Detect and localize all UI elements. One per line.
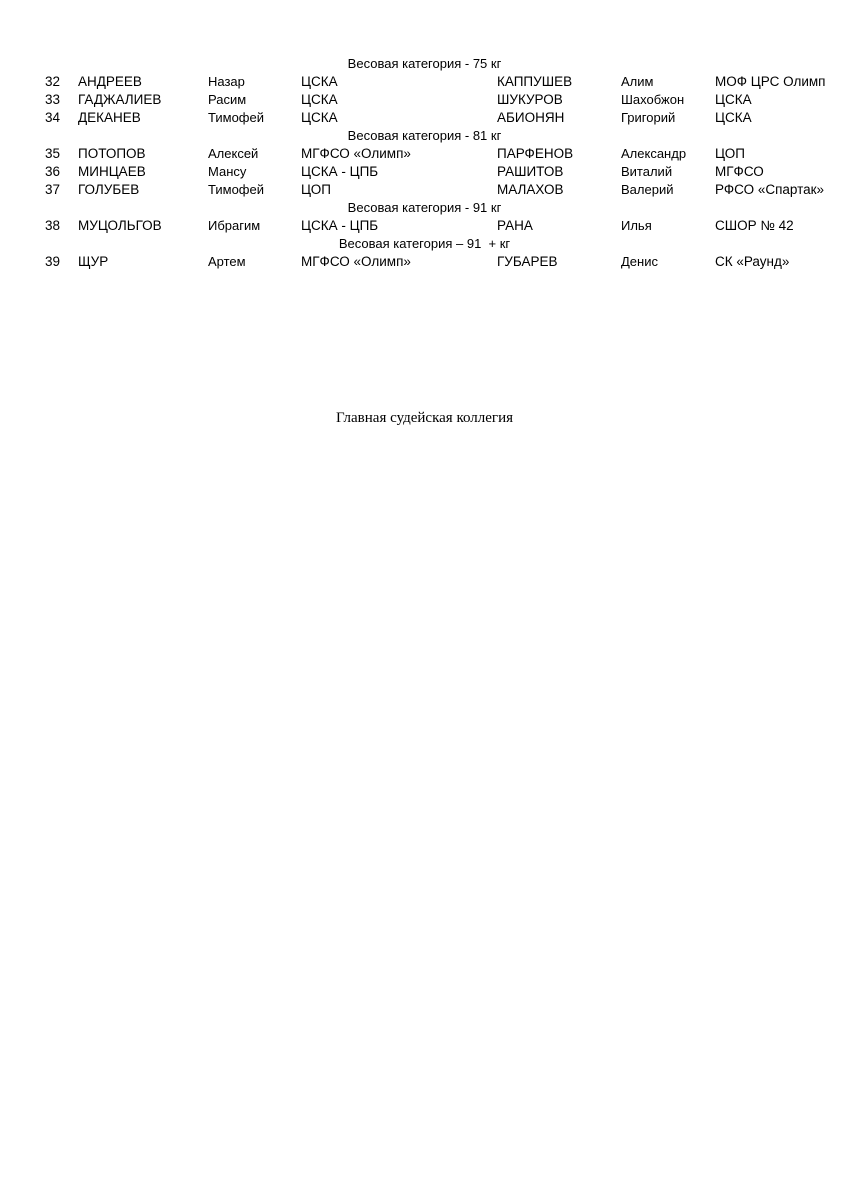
red-corner-surname: ГОЛУБЕВ <box>78 182 140 197</box>
weight-category-header: Весовая категория - 81 кг <box>347 128 502 143</box>
bout-row <box>0 73 849 91</box>
red-corner-club: ЦОП <box>301 182 331 197</box>
bout-row <box>0 145 849 163</box>
bout-number: 33 <box>45 92 61 107</box>
blue-corner-name: Александр <box>621 146 687 161</box>
bout-list <box>0 55 849 271</box>
red-corner-surname: АНДРЕЕВ <box>78 74 142 89</box>
red-corner-surname: МУЦОЛЬГОВ <box>78 218 162 233</box>
red-corner-club: ЦСКА - ЦПБ <box>301 164 379 179</box>
bout-number: 35 <box>45 146 61 161</box>
bout-row <box>0 109 849 127</box>
red-corner-name: Артем <box>208 254 246 269</box>
red-corner-name: Тимофей <box>208 182 264 197</box>
red-corner-name: Тимофей <box>208 110 264 125</box>
bout-number: 37 <box>45 182 61 197</box>
red-corner-name: Назар <box>208 74 245 89</box>
blue-corner-name: Шахобжон <box>621 92 685 107</box>
blue-corner-club: РФСО «Спартак» <box>715 182 825 197</box>
red-corner-name: Расим <box>208 92 247 107</box>
blue-corner-surname: РАНА <box>497 218 533 233</box>
red-corner-club: МГФСО «Олимп» <box>301 146 411 161</box>
chief-judges-panel-caption: Главная судейская коллегия <box>336 410 513 426</box>
red-corner-surname: МИНЦАЕВ <box>78 164 146 179</box>
red-corner-surname: ГАДЖАЛИЕВ <box>78 92 162 107</box>
red-corner-club: ЦСКА <box>301 110 338 125</box>
blue-corner-name: Илья <box>621 218 652 233</box>
blue-corner-name: Григорий <box>621 110 676 125</box>
blue-corner-name: Валерий <box>621 182 674 197</box>
blue-corner-surname: МАЛАХОВ <box>497 182 564 197</box>
blue-corner-club: МОФ ЦРС Олимп <box>715 74 826 89</box>
weight-category-header: Весовая категория - 75 кг <box>347 56 502 71</box>
red-corner-club: ЦСКА <box>301 74 338 89</box>
blue-corner-club: МГФСО <box>715 164 764 179</box>
weight-category-header: Весовая категория – 91 + кг <box>338 236 511 251</box>
weight-category-header: Весовая категория - 91 кг <box>347 200 502 215</box>
blue-corner-surname: ШУКУРОВ <box>497 92 563 107</box>
red-corner-surname: ДЕКАНЕВ <box>78 110 141 125</box>
blue-corner-name: Алим <box>621 74 654 89</box>
red-corner-name: Ибрагим <box>208 218 261 233</box>
blue-corner-surname: ПАРФЕНОВ <box>497 146 574 161</box>
blue-corner-name: Денис <box>621 254 658 269</box>
blue-corner-club: ЦОП <box>715 146 745 161</box>
blue-corner-surname: КАППУШЕВ <box>497 74 573 89</box>
blue-corner-name: Виталий <box>621 164 673 179</box>
red-corner-name: Алексей <box>208 146 259 161</box>
blue-corner-club: ЦСКА <box>715 92 752 107</box>
bout-number: 36 <box>45 164 61 179</box>
red-corner-club: ЦСКА <box>301 92 338 107</box>
red-corner-surname: ПОТОПОВ <box>78 146 146 161</box>
blue-corner-surname: РАШИТОВ <box>497 164 564 179</box>
blue-corner-surname: АБИОНЯН <box>497 110 565 125</box>
blue-corner-club: СШОР № 42 <box>715 218 794 233</box>
bout-number: 38 <box>45 218 61 233</box>
red-corner-surname: ЩУР <box>78 254 109 269</box>
red-corner-name: Мансу <box>208 164 247 179</box>
bout-row <box>0 217 849 235</box>
bout-number: 34 <box>45 110 61 125</box>
blue-corner-surname: ГУБАРЕВ <box>497 254 558 269</box>
blue-corner-club: ЦСКА <box>715 110 752 125</box>
bout-row <box>0 253 849 271</box>
red-corner-club: ЦСКА - ЦПБ <box>301 218 379 233</box>
bout-row <box>0 163 849 181</box>
bout-row <box>0 181 849 199</box>
bout-number: 32 <box>45 74 61 89</box>
red-corner-club: МГФСО «Олимп» <box>301 254 411 269</box>
bout-number: 39 <box>45 254 61 269</box>
bout-row <box>0 91 849 109</box>
blue-corner-club: СК «Раунд» <box>715 254 790 269</box>
